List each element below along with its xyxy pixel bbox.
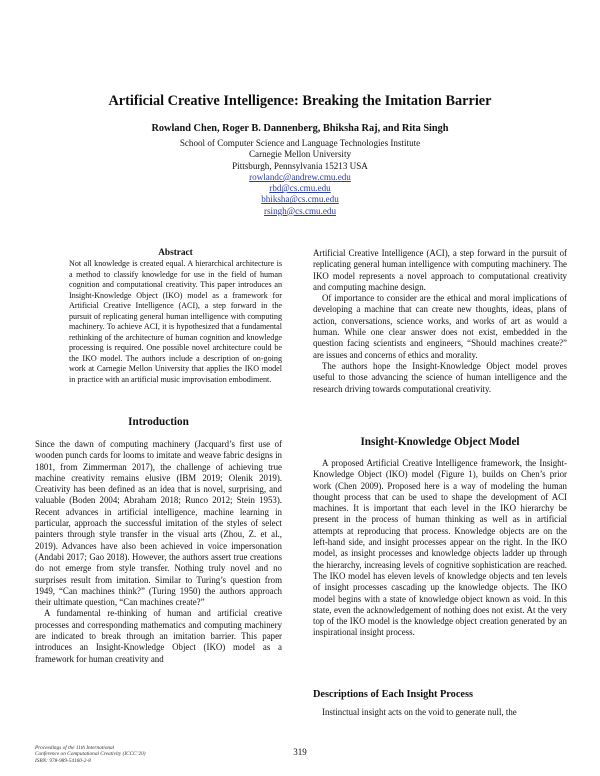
right-column-intro-body — [313, 248, 567, 395]
iko-section-body — [313, 458, 567, 639]
paper-title: Artificial Creative Intelligence: Breaking the Imitation Barrier — [108, 93, 492, 109]
email-link[interactable]: bhiksha@cs.cmu.edu — [261, 194, 339, 205]
email-link[interactable]: rowlandc@andrew.cmu.edu — [249, 171, 351, 182]
body-paragraph: The authors hope the Insight-Knowledge Object model proves useful to those advancing the science of human intelligence and the research driving towards computational creativity. — [313, 360, 567, 394]
affiliation-line: Pittsburgh, Pennsylvania 15213 USA — [232, 160, 368, 171]
introduction-heading: Introduction — [128, 416, 189, 428]
footnote-line: Proceedings of the 11th International — [35, 745, 115, 751]
email-link[interactable]: rsingh@cs.cmu.edu — [263, 205, 337, 216]
author-list: Rowland Chen, Roger B. Dannenberg, Bhiksha Raj, and Rita Singh — [151, 123, 449, 134]
introduction-paragraph: Since the dawn of computing machinery (Jacquard’s first use of wooden punch cards for looms to imitate and weave fabric designs in 1801, from Zimmerman 2017), the challenge of achieving true machine creativity remains elusive (IBM 2019; Olenik 2019). Creativity has been defined as an idea that is novel, surprising, and valuable (Boden 2004; Abraham 2018; Runco 2012; Stein 1953). Recent advances in artificial intelligence, machine learning in particular, approach the successful imitation of the styles of select painters through style transfer in the visual arts (Zhou, Z. et al., 2019). Advances have also been achieved in voice impersonation (Andabi 2017; Gao 2018). However, the authors assert true creations do not emerge from style transfer. Nothing truly novel and no surprises result from imitation. Similar to Turing’s question from 1949, “Can machines think?” (Turing 1950) the authors approach their ultimate question, “Can machines create?” — [35, 439, 282, 608]
email-link[interactable]: rbd@cs.cmu.edu — [269, 183, 331, 194]
iko-section-heading: Insight-Knowledge Object Model — [360, 436, 520, 448]
affiliation-line: School of Computer Science and Language Technologies Institute — [179, 138, 421, 148]
abstract-text: Not all knowledge is created equal. A hierarchical architecture is a method to classify knowledge for use in the field of human cognition and computational creativity. This paper introduces an Insight-Knowledge Object (IKO) model as a framework for Artificial Creative Intelligence (ACI), a step forward in the pursuit of replicating general human intelligence with computing machinery. To achieve ACI, it is hypothesized that a fundamental rethinking of the architecture of human cognition and knowledge processing is required. One possible novel architecture could be the IKO model. The authors include a description of on-going work at Carnegie Mellon University that applies the IKO model in practice with an artificial music improvisation embodiment. — [69, 259, 282, 384]
affiliation-line: Carnegie Mellon University — [248, 149, 352, 160]
footnote-line: Conference on Computational Creativity (ICCC’20) — [35, 751, 146, 758]
footnote-line: ISBN: 978-989-54160-2-8 — [35, 757, 91, 764]
left-column-body — [35, 439, 282, 665]
body-paragraph: Artificial Creative Intelligence (ACI), a step forward in the pursuit of replicating general human intelligence with computing machinery. The IKO model represents a novel approach to computational creativity and computing machine design. — [313, 248, 567, 292]
descriptions-body — [313, 707, 567, 718]
body-paragraph: A proposed Artificial Creative Intelligence framework, the Insight-Knowledge Object (IKO) model (Figure 1), builds on Chen’s prior work (Chen 2009). Proposed here is a way of modeling the human thought process that can be used to shape the development of ACI machines. It is important that each level in the IKO hierarchy be present in the process of human thinking as well as in artificial attempts at reproducing that process. Knowledge objects are on the left-hand side, and insight processes appear on the right. In the IKO model, as insight processes and knowledge objects ladder up through the hierarchy, increasing levels of cognitive sophistication are reached. The IKO model has eleven levels of knowledge objects and ten levels of insight processes cascading up the knowledge objects. The IKO model begins with a state of knowledge object known as void. In this state, even the acknowledgement of nothing does not exist. At the very top of the IKO model is the knowledge object creation generated by an inspirational insight process. — [313, 458, 567, 638]
body-paragraph: Of importance to consider are the ethical and moral implications of developing a machine that can create new thoughts, ideas, plans of action, conversations, science works, and works of art as would a human. While one clear answer does not exist, embedded in the question facing scientists and engineers, “Should machines create?” are issues and concerns of ethics and morality. — [313, 293, 567, 360]
introduction-paragraph: A fundamental re-thinking of human and artificial creative processes and corresponding mathematics and computing machinery are indicated to break through an imitation barrier. This paper introduces an Insight-Knowledge Object (IKO) model as a framework for human creativity and — [35, 608, 282, 664]
body-paragraph: Instinctual insight acts on the void to generate null, the — [322, 707, 517, 717]
page-number: 319 — [293, 747, 307, 757]
descriptions-heading: Descriptions of Each Insight Process — [313, 689, 473, 700]
affiliation-block — [0, 138, 600, 217]
abstract-heading: Abstract — [158, 248, 193, 258]
